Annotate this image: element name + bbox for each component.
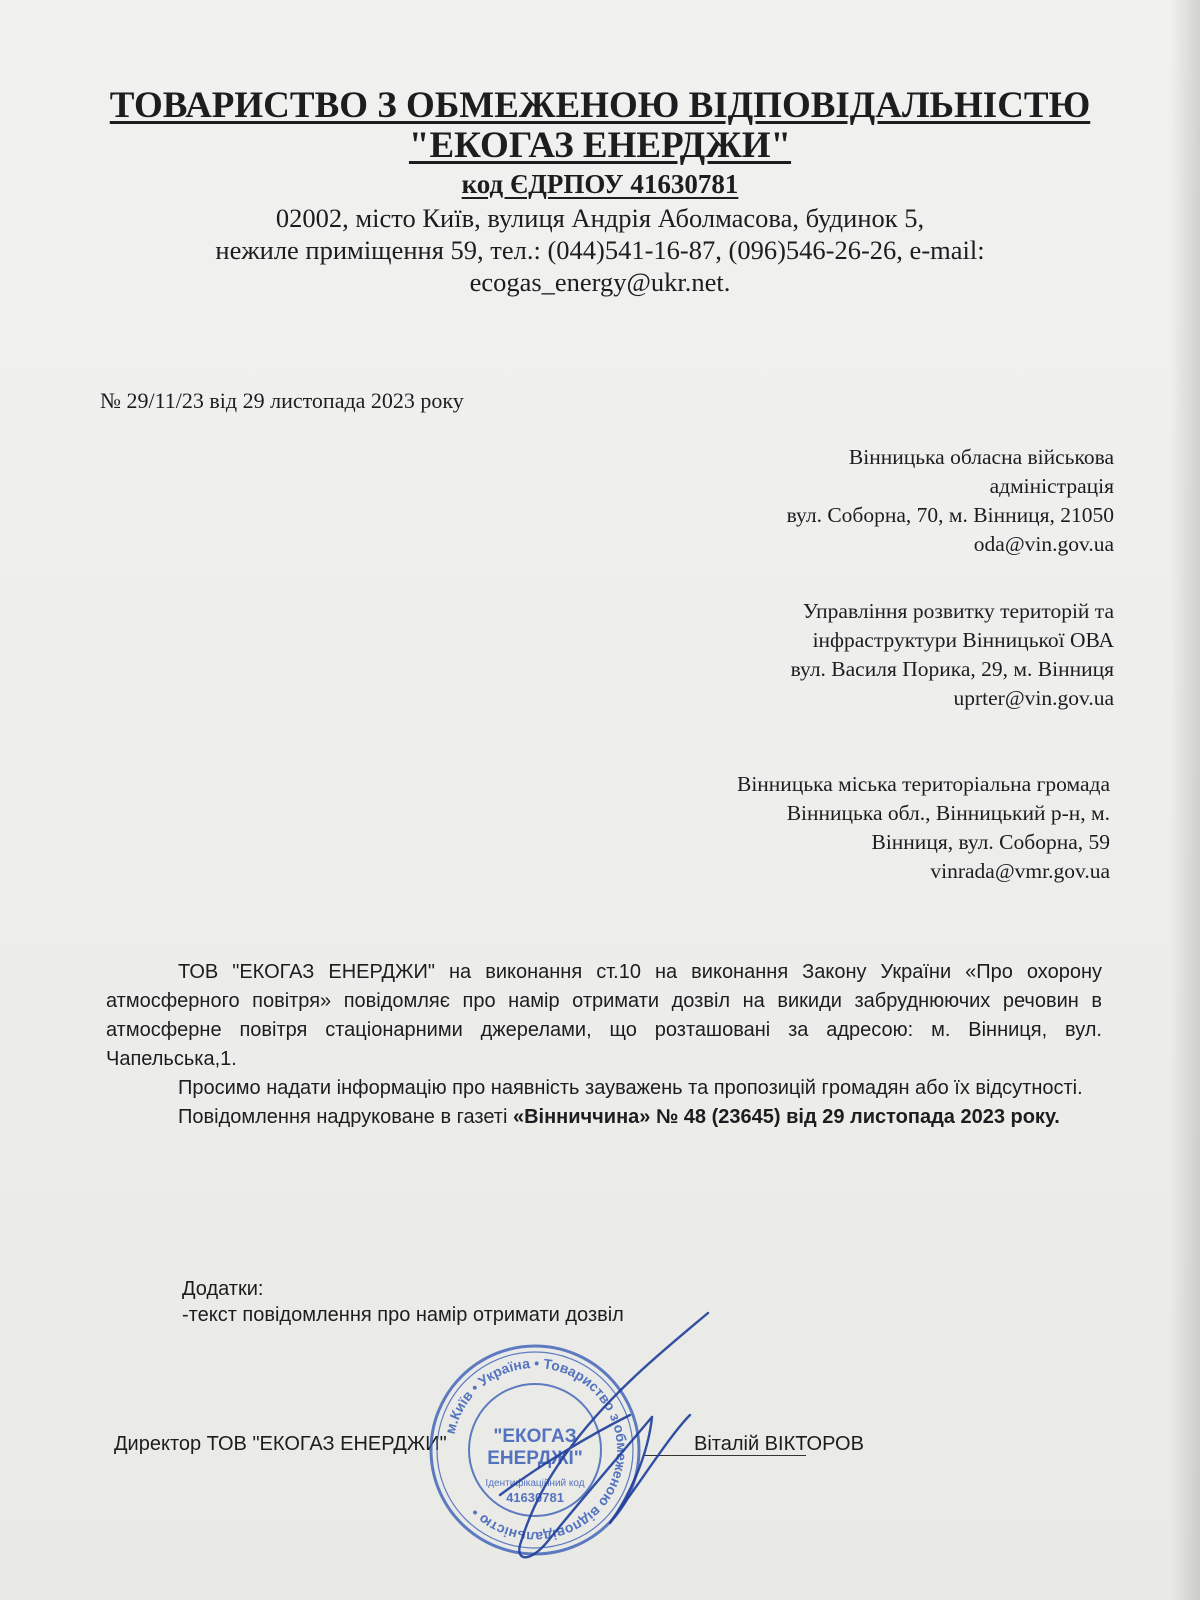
handwritten-signature	[470, 1305, 730, 1575]
recipient-line: вул. Василя Порика, 29, м. Вінниця	[790, 657, 1114, 681]
stamp-center-line: ЕНЕРДЖІ"	[487, 1448, 583, 1469]
letterhead	[0, 86, 1200, 298]
recipient-line: інфраструктури Вінницької ОВА	[812, 628, 1114, 652]
company-address-line: 02002, місто Київ, вулиця Андрія Аболмасова, будинок 5,	[275, 203, 925, 233]
stamp-center-line: "ЕКОГАЗ	[493, 1426, 577, 1447]
recipient-email: vinrada@vmr.gov.ua	[930, 859, 1110, 883]
signatory-position: Директор ТОВ "ЕКОГАЗ ЕНЕРДЖИ"	[114, 1433, 447, 1455]
attachment-item: -текст повідомлення про намір отримати дозвіл	[182, 1304, 624, 1326]
stamp-ring-text: м.Київ • Україна • Товариство з обмеженою відповідальністю •	[441, 1354, 631, 1546]
attachments-label: Додатки:	[182, 1278, 264, 1300]
recipient-line: вул. Соборна, 70, м. Вінниця, 21050	[786, 503, 1114, 527]
company-name: "ЕКОГАЗ ЕНЕРДЖИ"	[408, 125, 792, 166]
letter-body	[106, 958, 1102, 1132]
body-paragraph: Просимо надати інформацію про наявність зауважень та пропозицій громадян або їх відсутності.	[178, 1077, 1083, 1099]
body-text: Повідомлення надруковане в газеті	[178, 1106, 513, 1128]
recipient-email: oda@vin.gov.ua	[973, 532, 1114, 556]
recipient-email: uprter@vin.gov.ua	[953, 686, 1114, 710]
stamp-id-code: 41630781	[506, 1490, 564, 1505]
company-code: код ЄДРПОУ 41630781	[461, 169, 739, 199]
recipient-line: Вінницька обл., Вінницький р-н, м.	[786, 801, 1110, 825]
recipient-line: адміністрація	[989, 474, 1114, 498]
recipient-line: Вінницька міська територіальна громада	[736, 772, 1110, 796]
recipient-line: Вінниця, вул. Соборна, 59	[871, 830, 1110, 854]
signatory-name: Віталій ВІКТОРОВ	[694, 1433, 864, 1455]
body-paragraph: ТОВ "ЕКОГАЗ ЕНЕРДЖИ" на виконання ст.10 на виконання Закону України «Про охорону атмосферного повітря» повідомляє про намір отримати дозвіл на викиди забруднюючих речовин в атмосферне повітря стаціонарними джерелами, що розташовані за адресою: м. Вінниця, вул. Чапельська,1.	[106, 961, 1102, 1070]
letter-reference: № 29/11/23 від 29 листопада 2023 року	[100, 388, 464, 413]
recipient-line: Вінницька обласна військова	[848, 445, 1114, 469]
newspaper-reference: «Вінниччина» № 48 (23645) від 29 листопада 2023 року.	[512, 1106, 1060, 1128]
recipient-block	[737, 770, 1110, 886]
recipient-line: Управління розвитку територій та	[802, 599, 1114, 623]
company-address-line: нежиле приміщення 59, тел.: (044)541-16-87, (096)546-26-26, e-mail:	[215, 235, 985, 265]
recipient-block	[791, 597, 1114, 713]
company-legal-form: ТОВАРИСТВО З ОБМЕЖЕНОЮ ВІДПОВІДАЛЬНІСТЮ	[109, 85, 1091, 126]
recipient-block	[787, 443, 1114, 559]
company-email: ecogas_energy@ukr.net.	[469, 267, 731, 297]
body-paragraph	[106, 1103, 1102, 1132]
stamp-id-label: Ідентифікаційний код	[485, 1478, 585, 1489]
